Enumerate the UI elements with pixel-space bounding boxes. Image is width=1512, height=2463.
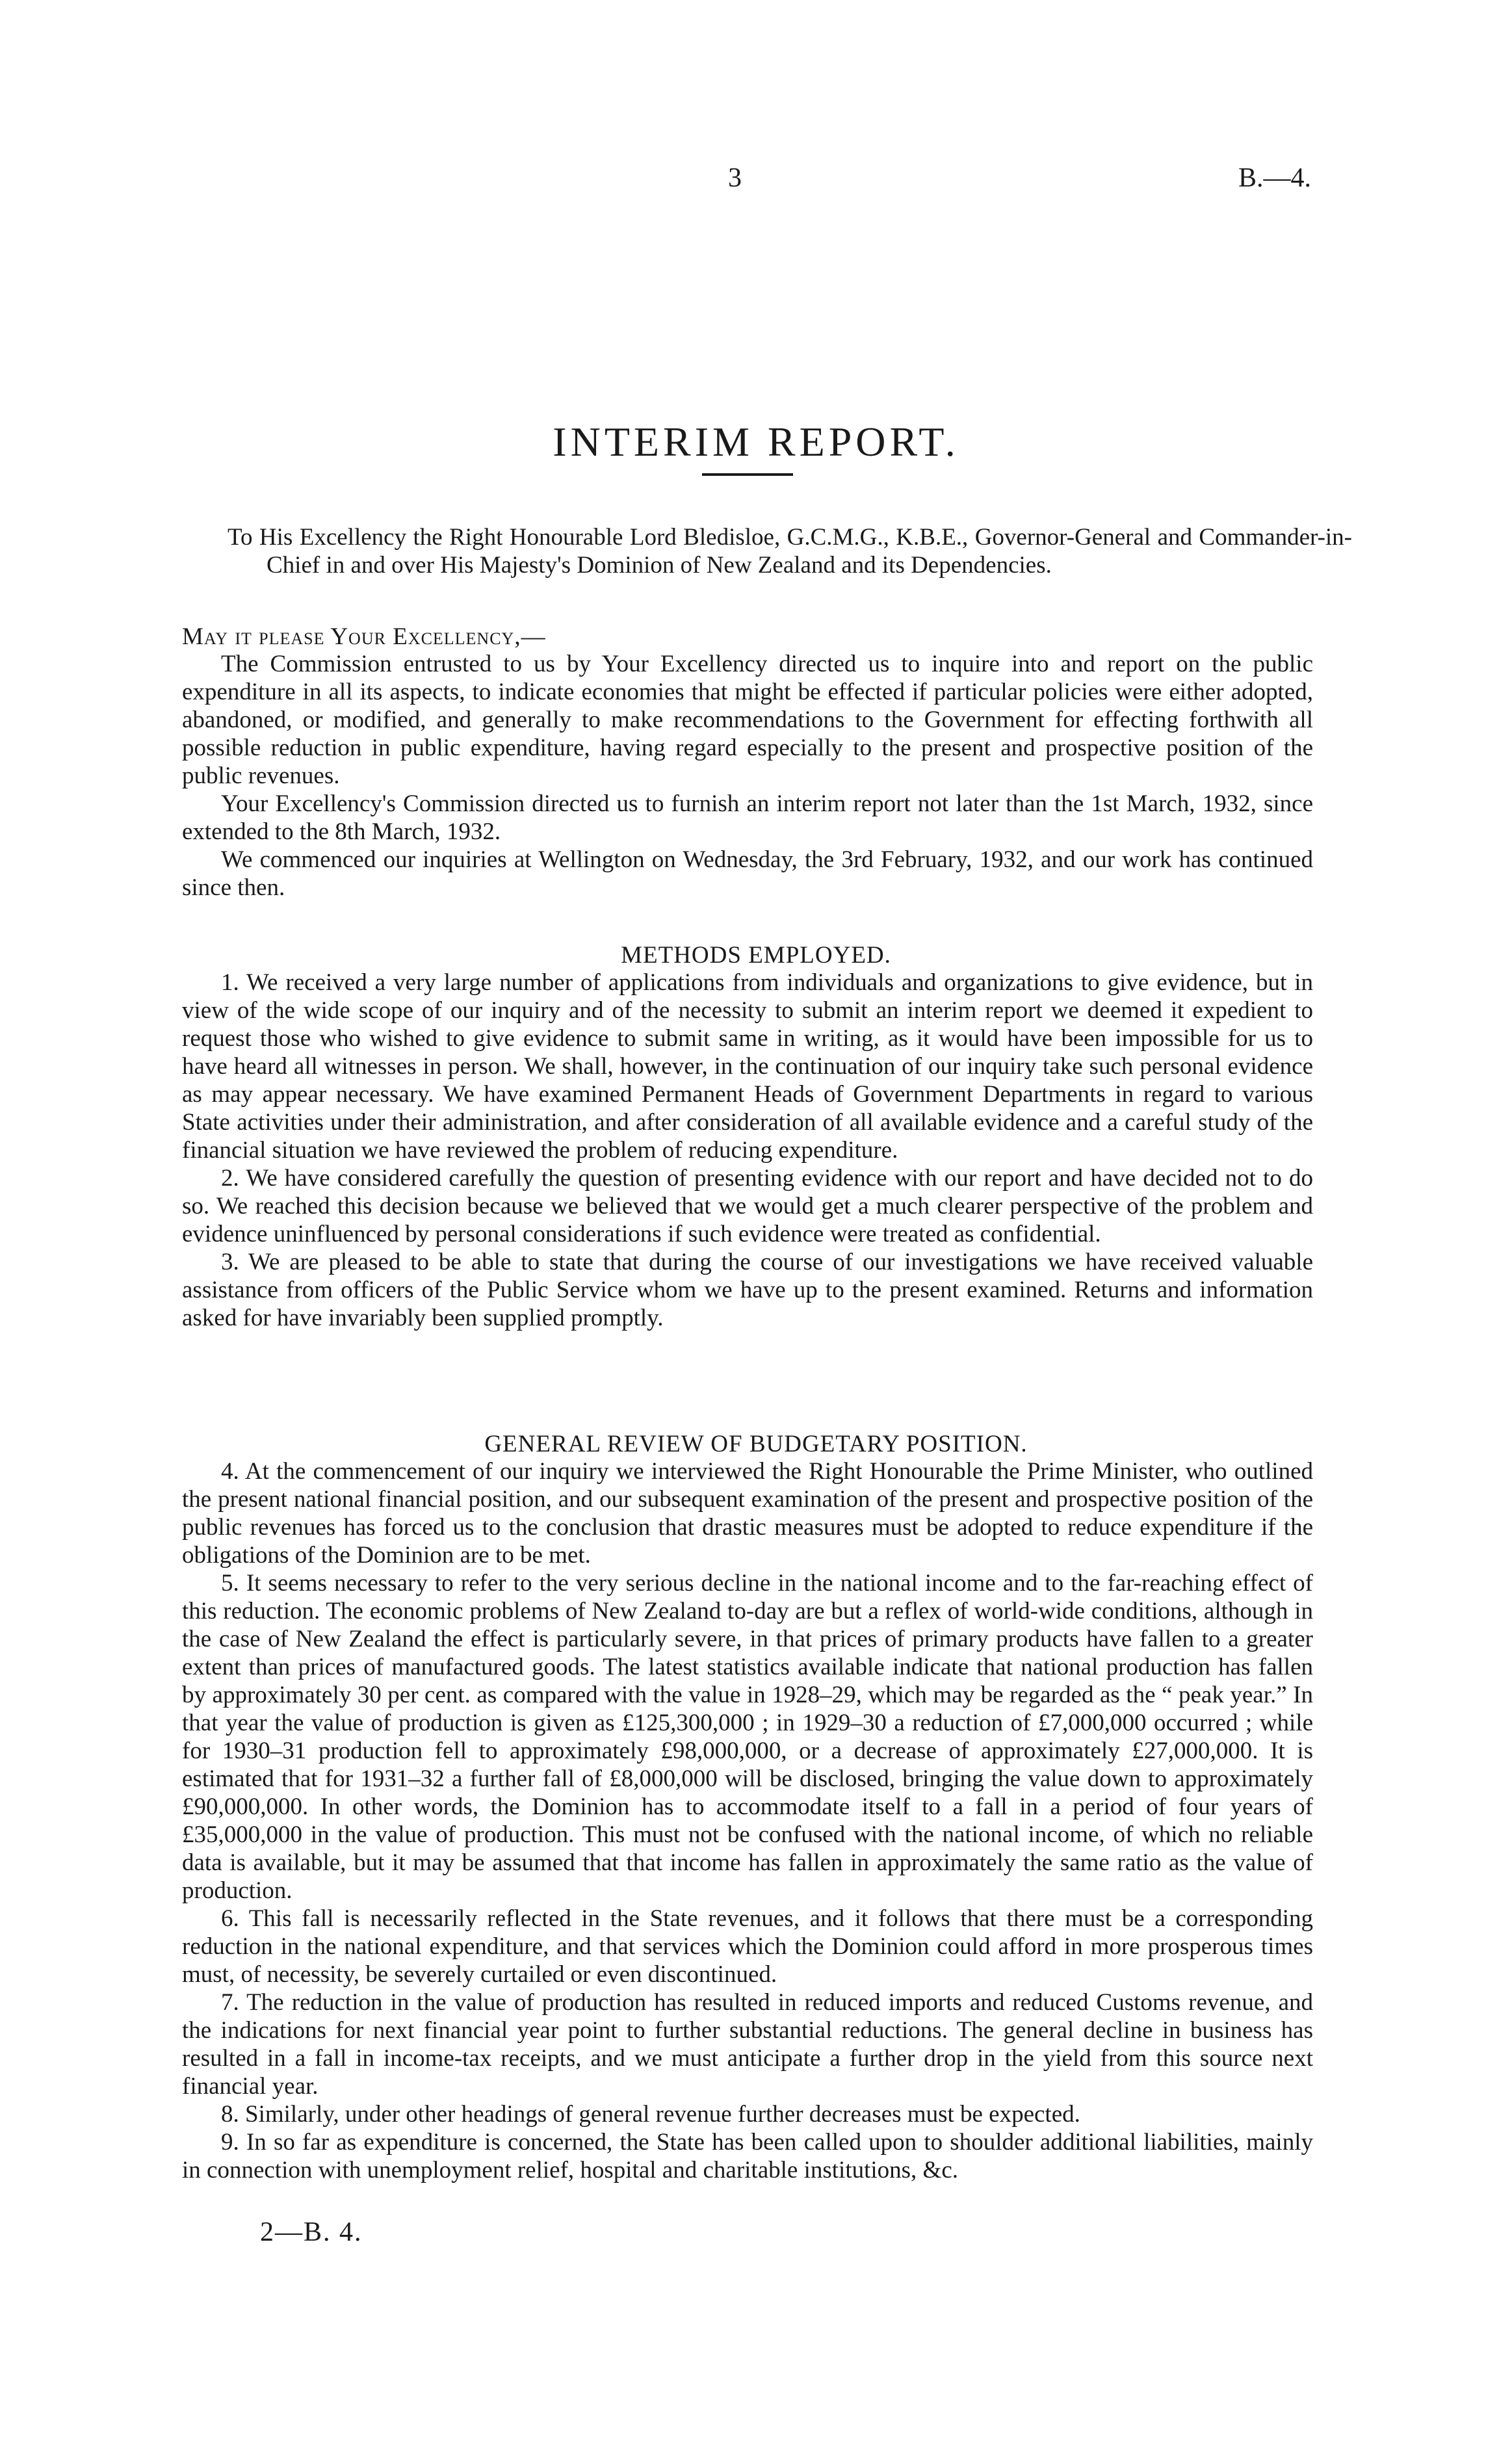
addressee: To His Excellency the Right Honourable Lord Bledisloe, G.C.M.G., K.B.E., Governor-General and Commander-in-Chief in and over His Majesty's Dominion of New Zealand and its Dependencies. — [228, 524, 1352, 579]
review-paragraph: 5. It seems necessary to refer to the very serious decline in the national income and to the far-reaching effect of this reduction. The economic problems of New Zealand to-day are but a reflex of world-wide conditions, although in the case of New Zealand the effect is particularly severe, in that prices of primary products have fallen to a greater extent than prices of manufactured goods. The latest statistics available indicate that national production has fallen by approximately 30 per cent. as compared with the value in 1928–29, which may be regarded as the “ peak year.” In that year the value of production is given as £125,300,000 ; in 1929–30 a reduction of £7,000,000 occurred ; while for 1930–31 production fell to approximately £98,000,000, or a decrease of approximately £27,000,000. It is estimated that for 1931–32 a further fall of £8,000,000 will be disclosed, bringing the value down to approximately £90,000,000. In other words, the Dominion has to accommodate itself to a fall in a period of four years of £35,000,000 in the value of production. This must not be confused with the national income, of which no reliable data is available, but it may be assumed that that income has fallen in approximately the same ratio as the value of production. — [182, 1570, 1313, 1904]
footer-signature-ref: 2—B. 4. — [260, 2217, 363, 2247]
review-paragraph: 7. The reduction in the value of production has resulted in reduced imports and reduced Customs revenue, and the indications for next financial year point to further substantial reductions. The general decline in business has resulted in a fall in income-tax receipts, and we must anticipate a further drop in the yield from this source next financial year. — [182, 1989, 1313, 2100]
page-reference: B.—4. — [1238, 163, 1312, 193]
review-paragraph: 9. In so far as expenditure is concerned, the State has been called upon to shoulder additional liabilities, mainly in connection with unemployment relief, hospital and charitable institutions, &c. — [182, 2129, 1313, 2183]
intro-paragraph: The Commission entrusted to us by Your Excellency directed us to inquire into and report on the public expenditure in all its aspects, to indicate economies that might be effected if particular policies were either adopted, abandoned, or modified, and generally to make recommendations to the Government for effecting forthwith all possible reduction in public expenditure, having regard especially to the present and prospective position of the public revenues. — [182, 651, 1313, 789]
methods-heading: METHODS EMPLOYED. — [621, 942, 891, 969]
review-paragraph: 6. This fall is necessarily reflected in the State revenues, and it follows that there must be a corresponding reduction in the national expenditure, and that services which the Dominion could afford in more prosperous times must, of necessity, be severely curtailed or even discontinued. — [182, 1905, 1313, 1988]
intro-paragraph: Your Excellency's Commission directed us to furnish an interim report not later than the 1st March, 1932, since extended to the 8th March, 1932. — [182, 790, 1313, 845]
review-section — [182, 1457, 1313, 2184]
salutation: May it please Your Excellency,— — [182, 623, 546, 650]
page-number: 3 — [728, 163, 742, 193]
intro-section — [182, 650, 1313, 902]
review-paragraph: 4. At the commencement of our inquiry we interviewed the Right Honourable the Prime Minister, who outlined the present national financial position, and our subsequent examination of the present and prospective position of the public revenues has forced us to the conclusion that drastic measures must be adopted to reduce expenditure if the obligations of the Dominion are to be met. — [182, 1458, 1313, 1569]
methods-paragraph: 1. We received a very large number of applications from individuals and organizations to give evidence, but in view of the wide scope of our inquiry and of the necessity to submit an interim report we deemed it expedient to request those who wished to give evidence to submit same in writing, as it would have been impossible for us to have heard all witnesses in person. We shall, however, in the continuation of our inquiry take such personal evidence as may appear necessary. We have examined Permanent Heads of Government Departments in regard to various State activities under their administration, and after consideration of all available evidence and a careful study of the financial situation we have reviewed the problem of reducing expenditure. — [182, 969, 1313, 1164]
methods-paragraph: 3. We are pleased to be able to state that during the course of our investigations we have received valuable assistance from officers of the Public Service whom we have up to the present examined. Returns and information asked for have invariably been supplied promptly. — [182, 1249, 1313, 1331]
intro-paragraph: We commenced our inquiries at Wellington on Wednesday, the 3rd February, 1932, and our work has continued since then. — [182, 846, 1313, 901]
methods-section — [182, 969, 1313, 1332]
review-heading: GENERAL REVIEW OF BUDGETARY POSITION. — [484, 1431, 1028, 1457]
review-paragraph: 8. Similarly, under other headings of general revenue further decreases must be expected. — [221, 2101, 1080, 2128]
methods-paragraph: 2. We have considered carefully the question of presenting evidence with our report and have decided not to do so. We reached this decision because we believed that we would get a much clearer perspective of the problem and evidence uninfluenced by personal considerations if such evidence were treated as confidential. — [182, 1165, 1313, 1247]
title-rule — [702, 473, 793, 476]
report-title: INTERIM REPORT. — [553, 418, 959, 465]
